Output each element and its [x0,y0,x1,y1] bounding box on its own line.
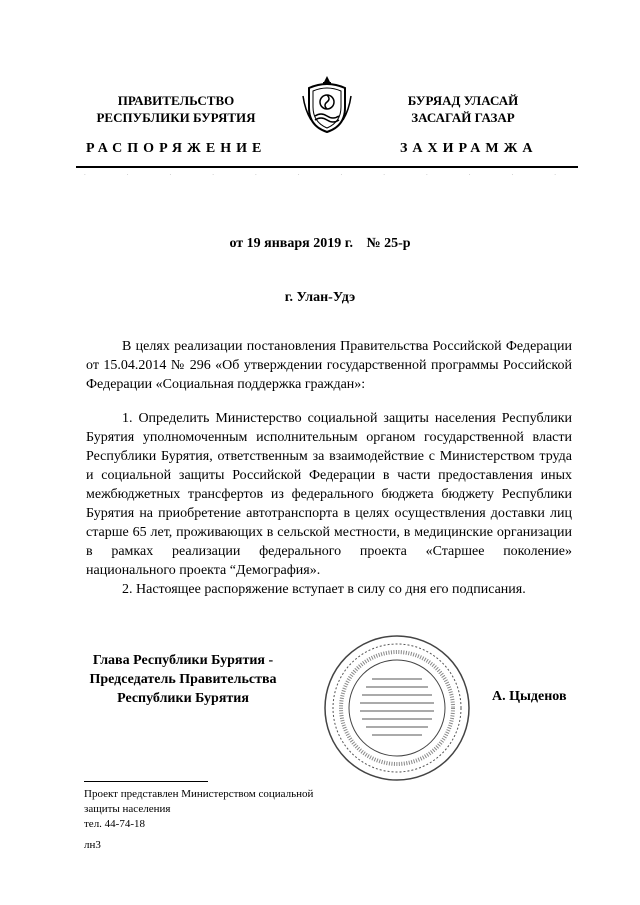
coat-of-arms-emblem [301,74,353,134]
paragraph-text: 1. Определить Министерство социальной защиты населения Республики Бурятия уполномоченным исполнительным органом государственной власти Республики Бурятия, ответственным за взаимодействие с Министерством труда и социальной защиты Российской Федерации в части предоставления иных межбюджетных трансфертов из федерального бюджета бюджету Республики Бурятия на приобретение автотранспорта в целях осуществления доставки лиц старше 65 лет, проживающих в сельской местности, в медицинские организации в рамках реализации федерального проекта «Старшее поколение» национального проекта “Демография». [86,411,572,578]
header-dotted-line: . . . . . . . . . . . . [84,170,559,176]
official-stamp-seal [322,633,472,783]
document-date: от 19 января 2019 г. [229,236,353,251]
paragraph-item-2 [86,580,572,599]
paragraph-text: В целях реализации постановления Правительства Российской Федерации от 15.04.2014 № 296 «Об утверждении государственной программы Российской Федерации «Социальная поддержка граждан»: [86,339,572,392]
header-left-line2: РЕСПУБЛИКИ БУРЯТИЯ [96,110,256,125]
header-left-line1: ПРАВИТЕЛЬСТВО [117,93,235,108]
document-kind-bua: ЗАХИРАМЖА [400,141,538,156]
paragraph-preamble [86,337,572,394]
header-divider [76,166,578,168]
signature-title-line3: Республики Бурятия [117,691,249,706]
footer-code: лн3 [84,839,101,851]
document-city: г. Улан-Удэ [284,290,356,305]
header-right [372,92,554,126]
signature-title-line2: Председатель Правительства [89,672,277,687]
document-dateline [0,236,640,252]
footer-note [84,787,384,853]
footer-line1: Проект представлен Министерством социальной [84,788,314,800]
signature-title [76,651,290,708]
document-kind-ru: РАСПОРЯЖЕНИЕ [86,141,267,156]
signature-title-line1: Глава Республики Бурятия - [92,653,274,668]
footer-phone: тел. 44-74-18 [84,818,146,830]
header-right-line2: ЗАСАГАЙ ГАЗАР [411,110,515,125]
document-number: № 25-р [366,236,411,251]
paragraph-item-1 [86,409,572,580]
header-right-line1: БУРЯАД УЛАСАЙ [407,93,519,108]
header-left [86,92,266,126]
footer-line2: защиты населения [84,803,171,815]
signatory-name: А. Цыденов [492,689,567,704]
footer-divider [84,781,208,782]
paragraph-text: 2. Настоящее распоряжение вступает в силу со дня его подписания. [122,582,526,597]
